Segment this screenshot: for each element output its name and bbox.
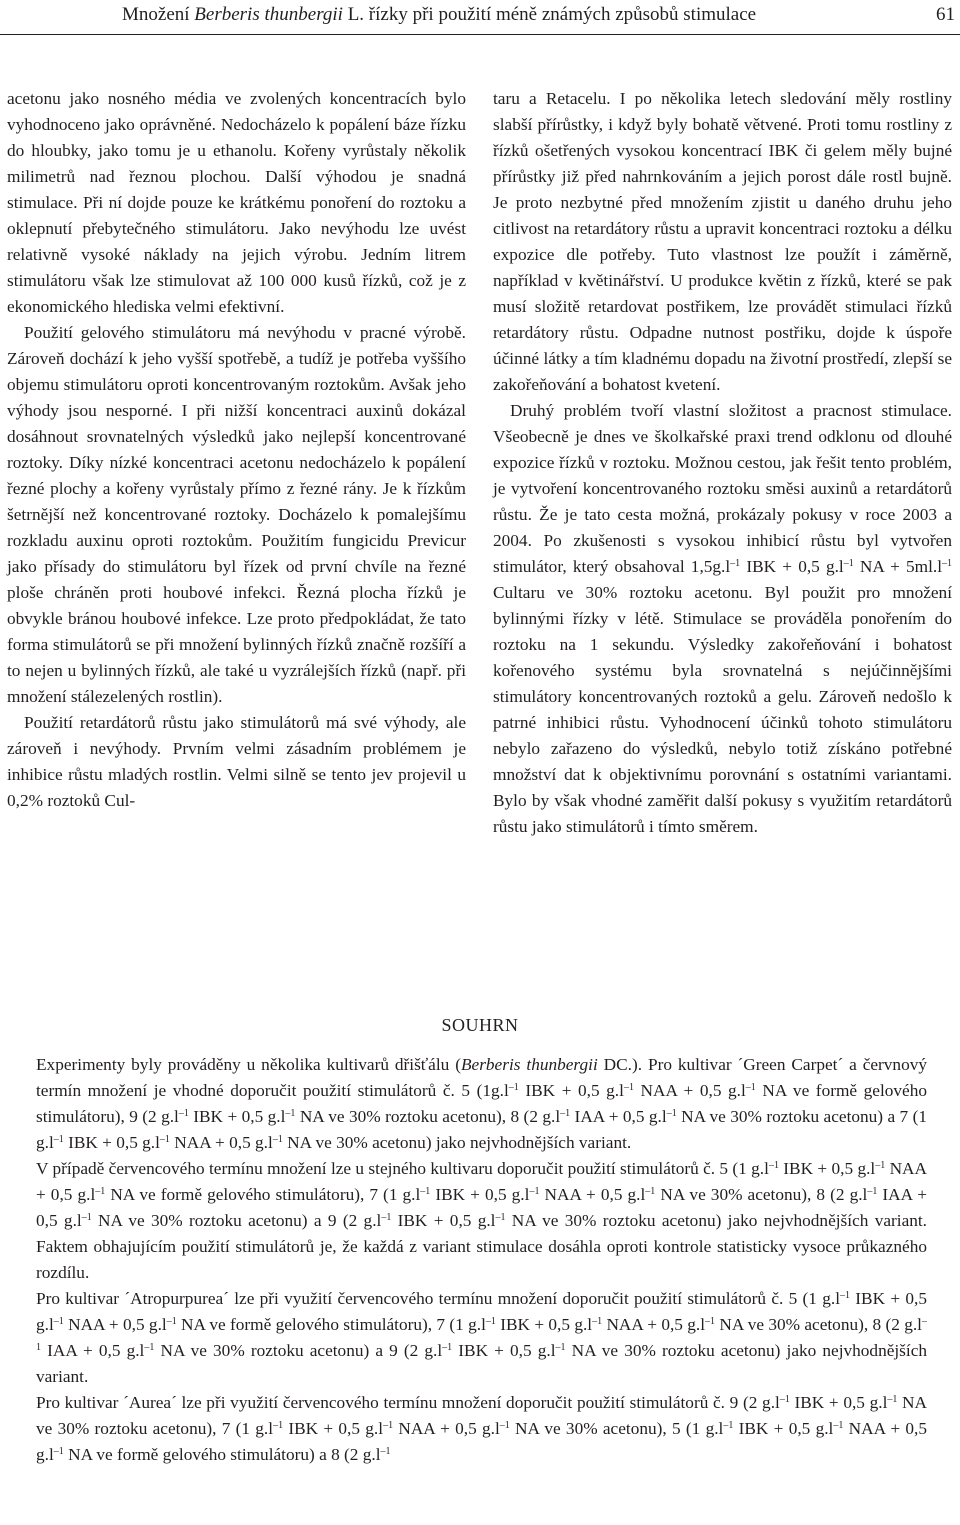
paragraph: taru a Retacelu. I po několika letech sledování měly rostliny slabší přírůstky, i když byly bohatě větvené. Proti tomu rostliny z řízků ošetřených vysokou koncentrací IBK či gelem měly bujné přírůstky již před nahrnkováním a jejich porost dále rostl bujně. Je proto nezbytné před množením zjistit u daného druhu jeho citlivost na retardátory růstu a upravit koncentraci roztoku a délku expozice dle potřeby. Tuto vlastnost lze použít i záměrně, například v květinářství. U produkce květin z řízků, které se pak musí složitě retardovat postřikem, lze provádět stimulaci řízků retardátory růstu. Odpadne nutnost postřiku, dojde k úspoře účinné látky a tím kladnému dopadu na životní prostředí, zlepší se zakořeňování a bohatost kvetení. [493, 89, 952, 394]
superscript: –1 [81, 1212, 92, 1223]
text-run: IBK + 0,5 g.l [452, 1341, 556, 1360]
text-run: IBK + 0,5 g.l [789, 1393, 888, 1412]
superscript: –1 [53, 1446, 64, 1457]
text-run: IBK + 0,5 g.l [430, 1185, 530, 1204]
text-run: NAA + 0,5 g.l [169, 1133, 273, 1152]
superscript: –1 [178, 1108, 189, 1119]
text-run: Pro kultivar ´Atropurpurea´ lze při využití červencového termínu množení doporučit použití stimulátorů č. 5 (1 g.l [36, 1289, 841, 1308]
superscript: –1 [666, 1108, 677, 1119]
superscript: –1 [36, 1316, 927, 1353]
text-run: V případě červencového termínu množení lze u stejného kultivaru doporučit použití stimulátorů č. 5 (1 g.l [36, 1159, 769, 1178]
superscript: –1 [420, 1186, 431, 1197]
running-title [122, 0, 756, 30]
superscript: –1 [508, 1082, 519, 1093]
superscript: –1 [730, 558, 741, 569]
superscript: –1 [273, 1420, 284, 1431]
superscript: –1 [779, 1394, 790, 1405]
text-run: NA ve formě gelového stimulátoru), 9 (2 g.l [36, 1081, 927, 1126]
text-run: IBK + 0,5 g.l [495, 1315, 593, 1334]
text-run: IBK + 0,5 g.l [391, 1211, 496, 1230]
superscript: –1 [875, 1160, 886, 1171]
text-run: Pro kultivar ´Aurea´ lze při využití červencového termínu množení doporučit použití stimulátorů č. 9 (2 g.l [36, 1393, 780, 1412]
superscript: –1 [887, 1394, 898, 1405]
superscript: –1 [843, 558, 854, 569]
superscript: –1 [159, 1134, 170, 1145]
text-run: NAA + 0,5 g.l [36, 1159, 928, 1204]
text-run: NA ve formě gelového stimulátoru) a 8 (2 g.l [63, 1445, 381, 1464]
summary-section [36, 1052, 927, 1468]
superscript: –1 [745, 1082, 756, 1093]
text-run: IAA + 0,5 g.l [41, 1341, 145, 1360]
superscript: –1 [95, 1186, 106, 1197]
superscript: –1 [529, 1186, 540, 1197]
text-run: NAA + 0,5 g.l [539, 1185, 646, 1204]
text-run: NA ve 30% acetonu), 8 (2 g.l [655, 1185, 868, 1204]
left-column [7, 86, 466, 814]
text-run: NA ve 30% roztoku acetonu), 7 (1 g.l [36, 1393, 928, 1438]
running-title-text: L. řízky při použití méně známých způsobů stimulace [342, 4, 757, 25]
paragraph: Použití gelového stimulátoru má nevýhodu v pracné výrobě. Zároveň dochází k jeho vyšší spotřebě, a tudíž je potřeba vyššího objemu stimulátoru oproti koncentrovaným roztokům. Avšak jeho výhody jsou nesporné. I při nižší koncentraci auxinů dokázal dosáhnout srovnatelných výsledků jako nejlepší koncentrované roztoky. Díky nízké koncentraci acetonu nedocházelo k popálení řezné plochy a kořeny vyrůstaly přímo z řezné rány. Je k řízkům šetrnější než koncentrované roztoky. Docházelo k pomalejšímu rozkladu auxinu oproti roztokům. Použitím fungicidu Previcur jako přísady do stimulátoru byl řízek od první chvíle na řezné ploše chráněn proti houbové infekci. Řezná plocha řízků je obvykle bránou houbové infekce. Lze proto předpokládat, že tato forma stimulátorů se při množení bylinných řízků značně rozšíří a to nejen u bylinných řízků, ale také u vyzrálejších řízků (např. při množení stálezelených rostlin). [7, 323, 466, 706]
superscript: –1 [144, 1342, 155, 1353]
superscript: –1 [166, 1316, 177, 1327]
text-run: Experimenty byly prováděny u několika kultivarů dřišťálu ( [36, 1055, 461, 1074]
text-run: Druhý problém tvoří vlastní složitost a pracnost stimulace. Všeobecně je dnes ve školkařské praxi trend odklonu od dlouhé expozice řízků v roztoku. Možnou cestou, jak řešit tento problém, je vytvoření koncentrovaného roztoku směsi auxinů a retardátorů růstu. Že je tato cesta možná, prokázaly pokusy v roce 2003 a 2004. Po zkušenosti s vysokou inhibicí růstu byl vytvořen stimulátor, který obsahoval 1,5g.l [493, 401, 952, 576]
text-run: NA ve formě gelového stimulátoru), 7 (1 g.l [105, 1185, 421, 1204]
text-run: NA ve 30% roztoku acetonu) a 9 (2 g.l [91, 1211, 382, 1230]
running-header [0, 0, 960, 34]
text-run: NA ve 30% acetonu), 5 (1 g.l [509, 1419, 724, 1438]
superscript: –1 [499, 1420, 510, 1431]
text-run: NAA + 0,5 g.l [63, 1315, 167, 1334]
superscript: –1 [833, 1420, 844, 1431]
text-run: NA ve 30% roztoku acetonu) a 9 (2 g.l [154, 1341, 443, 1360]
text-run: NA ve formě gelového stimulátoru), 7 (1 g.l [176, 1315, 486, 1334]
running-title-text: Množení [122, 4, 195, 25]
superscript: –1 [768, 1160, 779, 1171]
text-run: IAA + 0,5 g.l [570, 1107, 667, 1126]
superscript: –1 [53, 1134, 64, 1145]
superscript: –1 [942, 558, 953, 569]
text-run: NA ve 30% roztoku acetonu) jako nejvhodnějších variant. Faktem obhajujícím použití stimulátorů je, že každá z variant stimulace dosáhla oproti kontrole statisticky vysoce průkazného rozdílu. [36, 1211, 927, 1282]
paragraph [493, 398, 952, 840]
text-run: IBK + 0,5 g.l [36, 1289, 927, 1334]
page-number: 61 [936, 4, 955, 25]
species-name: Berberis thunbergii [460, 1055, 598, 1074]
right-column [493, 86, 952, 840]
superscript: –1 [840, 1290, 851, 1301]
superscript: –1 [645, 1186, 656, 1197]
superscript: –1 [272, 1134, 283, 1145]
superscript: –1 [383, 1420, 394, 1431]
text-run: NA ve 30% roztoku acetonu) a 7 (1 g.l [36, 1107, 928, 1152]
superscript: –1 [723, 1420, 734, 1431]
summary-paragraph [36, 1286, 927, 1390]
paragraph: acetonu jako nosného média ve zvolených koncentracích bylo vyhodnoceno jako oprávněné. Nedocházelo k popálení báze řízku do hloubky, jako tomu je u ethanolu. Kořeny vyrůstaly několik milimetrů nad řeznou plochou. Další výhodou je snadná stimulace. Při ní dojde pouze ke krátkému ponoření do roztoku a oklepnutí přebytečného stimulátoru. Jako nevýhodu lze uvést relativně vysoké náklady na jejich výrobu. Jedním litrem stimulátoru však lze stimulovat až 100 000 kusů řízků, což je z ekonomického hlediska velmi efektivní. [7, 89, 466, 316]
text-run: IBK + 0,5 g.l [733, 1419, 834, 1438]
text-run: IBK + 0,5 g.l [778, 1159, 876, 1178]
text-run: IBK + 0,5 g.l [740, 557, 844, 576]
text-run: NA ve 30% roztoku acetonu) jako nejvhodnějších variant. [36, 1341, 928, 1386]
superscript: –1 [705, 1316, 716, 1327]
summary-paragraph [36, 1156, 927, 1286]
text-run: NA ve 30% acetonu) jako nejvhodnějších variant. [282, 1133, 632, 1152]
text-run: NAA + 0,5 g.l [36, 1419, 928, 1464]
superscript: –1 [867, 1186, 878, 1197]
text-run: IBK + 0,5 g.l [283, 1419, 384, 1438]
summary-heading: SOUHRN [441, 1015, 519, 1035]
superscript: –1 [592, 1316, 603, 1327]
text-run: DC.). Pro kultivar ´Green Carpet´ a červnový termín množení je vhodné doporučit použití stimulátorů č. 5 (1g.l [36, 1055, 927, 1100]
superscript: –1 [380, 1446, 391, 1457]
text-run: NA ve 30% roztoku acetonu), 8 (2 g.l [295, 1107, 561, 1126]
summary-paragraph [36, 1390, 927, 1468]
text-run: NAA + 0,5 g.l [602, 1315, 706, 1334]
superscript: –1 [555, 1342, 566, 1353]
summary-paragraph [36, 1052, 927, 1156]
superscript: –1 [442, 1342, 453, 1353]
text-run: NAA + 0,5 g.l [633, 1081, 746, 1100]
superscript: –1 [623, 1082, 634, 1093]
superscript: –1 [53, 1316, 64, 1327]
text-run: NA + 5ml.l [853, 557, 943, 576]
text-run: NA ve 30% acetonu), 8 (2 g.l [715, 1315, 922, 1334]
superscript: –1 [381, 1212, 392, 1223]
text-run: NAA + 0,5 g.l [393, 1419, 500, 1438]
text-run: IBK + 0,5 g.l [188, 1107, 286, 1126]
text-run: Cultaru ve 30% roztoku acetonu. Byl použit pro množení bylinnými řízky v létě. Stimulace se prováděla ponořením do roztoku na 1 sekundu. Výsledky zakořeňování i bohatost kořenového systému byla srovnatelná s nejúčinnějšími stimulátory koncentrovaných roztoků a gelu. Zároveň nedošlo k patrné inhibici růstu. Vyhodnocení účinků tohoto stimulátoru nebylo zařazeno do výsledků, nebylo totiž získáno potřebné množství dat k objektivnímu porovnání s ostatními variantami. Bylo by však vhodné zaměřit další pokusy s využitím retardátorů růstu jako stimulátorů i tímto směrem. [493, 583, 952, 836]
header-rule [0, 34, 960, 35]
running-title-species: Berberis thunbergii [194, 4, 343, 25]
superscript: –1 [560, 1108, 571, 1119]
text-run: IBK + 0,5 g.l [63, 1133, 160, 1152]
superscript: –1 [285, 1108, 296, 1119]
superscript: –1 [495, 1212, 506, 1223]
superscript: –1 [485, 1316, 496, 1327]
text-run: IBK + 0,5 g.l [518, 1081, 624, 1100]
paragraph: Použití retardátorů růstu jako stimulátorů má své výhody, ale zároveň i nevýhody. Prvním velmi zásadním problémem je inhibice růstu mladých rostlin. Velmi silně se tento jev projevil u 0,2% roztoků Cul- [7, 713, 466, 810]
text-run: IAA + 0,5 g.l [36, 1185, 927, 1230]
